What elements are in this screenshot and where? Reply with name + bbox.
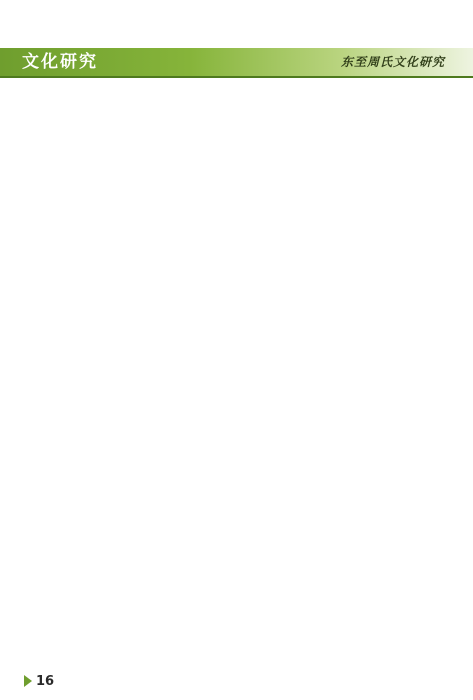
triangle-marker-icon — [24, 675, 32, 687]
page-header — [0, 48, 473, 78]
body-column-right — [246, 92, 451, 652]
header-rule — [0, 76, 473, 78]
body-column-left — [24, 92, 229, 652]
section-title: 文化研究 — [22, 52, 98, 72]
journal-title: 东至周氏文化研究 — [340, 55, 445, 69]
page-footer — [24, 672, 54, 690]
page-number: 16 — [36, 673, 55, 689]
